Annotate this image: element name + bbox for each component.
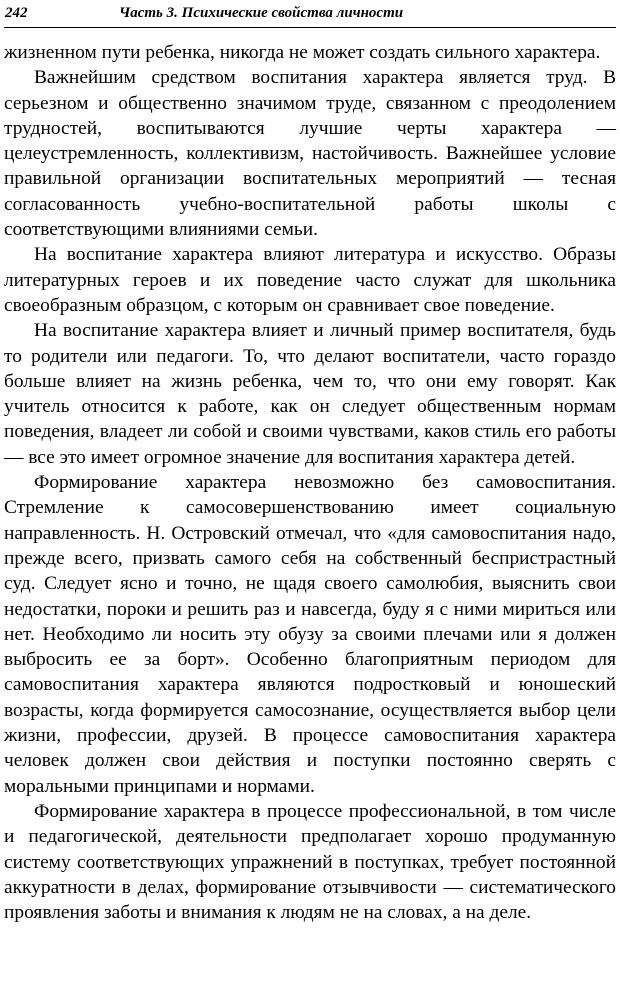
body-text: [4, 40, 616, 925]
paragraph-personal-example: На воспитание характера влияет и личный пример воспитателя, будь то родители или педагоги. То, что делают воспитатели, часто гораздо больше влияет на жизнь ребенка, чем то, что они ему говорят. Как учитель относится к работе, как он следует общественным нормам поведения, владеет ли собой и своими чувствами, каков стиль его работы — все это имеет огромное значение для воспитания характера детей.: [4, 320, 616, 468]
paragraph-continued: жизненном пути ребенка, никогда не может создать сильного характера.: [4, 42, 601, 63]
paragraph-labor: Важнейшим средством воспитания характера является труд. В серьезном и общественно значимом труде, связанном с преодолением трудностей, воспитываются лучшие черты характера — целеустремленность, коллективизм, настойчивость. Важнейшее условие правильной организации воспитательных мероприятий — тесная согласованность учебно-воспитательной работы школы с соответствующими влияниями семьи.: [4, 67, 616, 241]
running-header: [5, 2, 615, 24]
page-number: 242: [5, 5, 28, 21]
paragraph-professional: Формирование характера в процессе профессиональной, в том числе и педагогической, деятельности предполагает хорошо продуманную систему соответствующих упражнений в поступках, требует постоянной аккуратности в делах, формирование отзывчивости — систематического проявления заботы и внимания к людям не на словах, а на деле.: [4, 800, 616, 924]
paragraph-self-education: Формирование характера невозможно без самовоспитания. Стремление к самосовершенствованию имеет социальную направленность. Н. Островский отмечал, что «для самовоспитания надо, прежде всего, призвать самого себя на собственный беспристрастный суд. Следует ясно и точно, не щадя своего самолюбия, выяснить свои недостатки, пороки и решить раз и навсегда, буду я с ними мириться или нет. Необходимо ли носить эту обузу за своими плечами или я должен выбросить ее за борт». Особенно благоприятным периодом для самовоспитания характера являются подростковый и юношеский возрасты, когда формируется самосознание, осуществляется выбор цели жизни, профессии, друзей. В процессе самовоспитания характера человек должен свои действия и поступки постоянно сверять с моральными принципами и нормами.: [4, 472, 616, 797]
paragraph-literature: На воспитание характера влияют литература и искусство. Образы литературных героев и их поведение часто служат для школьника своеобразным образцом, с которым он сравнивает свое поведение.: [4, 244, 616, 316]
running-title: Часть 3. Психические свойства личности: [119, 5, 404, 21]
header-divider: [4, 27, 616, 28]
